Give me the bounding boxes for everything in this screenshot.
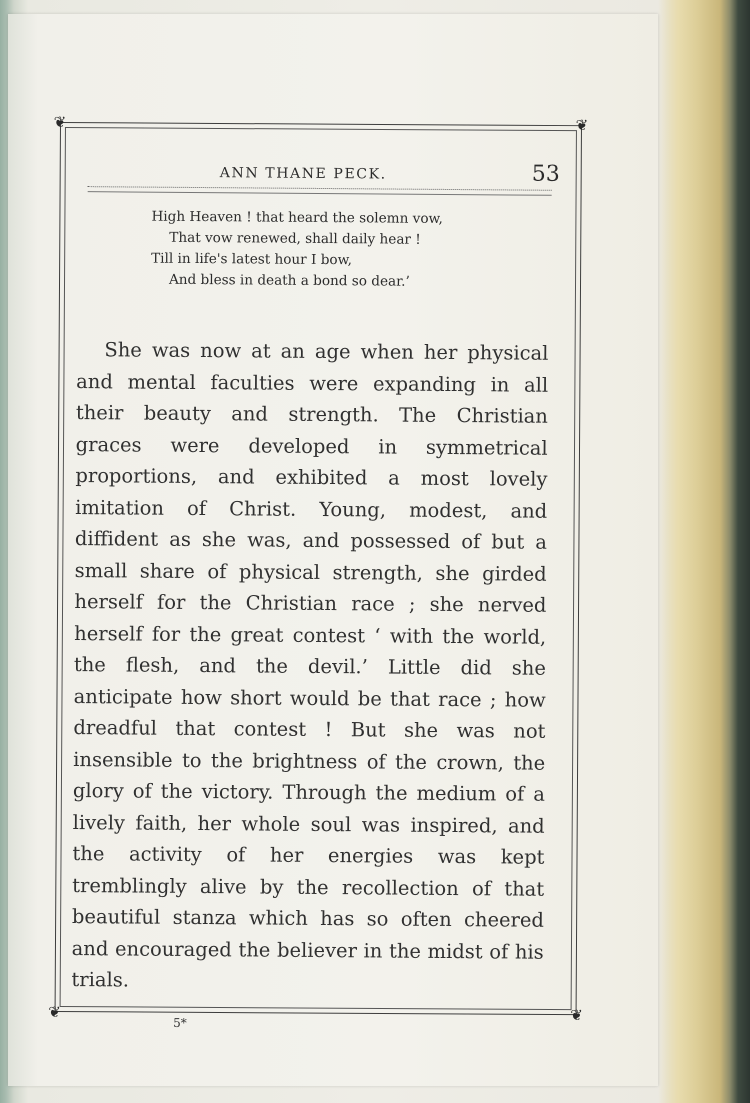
book-page-edges <box>658 0 750 1103</box>
verse-line: High Heaven ! that heard the solemn vow, <box>151 208 443 227</box>
body-paragraph: She was now at an age when her physical and mental faculties were expanding in all their beauty and strength. The Christian graces were developed in symmetrical proportions, and exhibited a most lovely imitation of Christ. Young, modest, and diffident as she was, and possessed of but a small share of physical strength, she girded herself for the Christian race ; she nerved herself for the great contest ‘ with the world, the flesh, and the devil.’ Little did she anticipate how short would be that race ; how dreadful that contest ! But she was not insensible to the brightness of the crown, the glory of the victory. Through the medium of a lively faith, her whole soul was inspired, and the activity of her energies was kept tremblingly alive by the recollection of that beautiful stanza which has so often cheered and encouraged the believer in the midst of his trials. <box>71 338 549 992</box>
corner-ornament-icon: ❦ <box>570 1006 583 1025</box>
page-number: 53 <box>531 161 560 187</box>
verse-stanza <box>151 207 560 294</box>
corner-ornament-icon: ❦ <box>48 1002 61 1022</box>
verse-line: Till in life's latest hour I bow, <box>151 250 353 269</box>
head-rule <box>88 186 552 196</box>
corner-ornament-icon: ❦ <box>53 112 67 132</box>
running-head <box>70 150 560 188</box>
signature-mark: 5* <box>173 1015 187 1030</box>
corner-ornament-icon: ❦ <box>575 116 589 135</box>
verse-line: That vow renewed, shall daily hear ! <box>169 229 421 248</box>
verse-line: And bless in death a bond so dear.’ <box>168 271 410 290</box>
page-content <box>63 150 560 1033</box>
running-title: ANN THANE PECK. <box>219 165 387 183</box>
